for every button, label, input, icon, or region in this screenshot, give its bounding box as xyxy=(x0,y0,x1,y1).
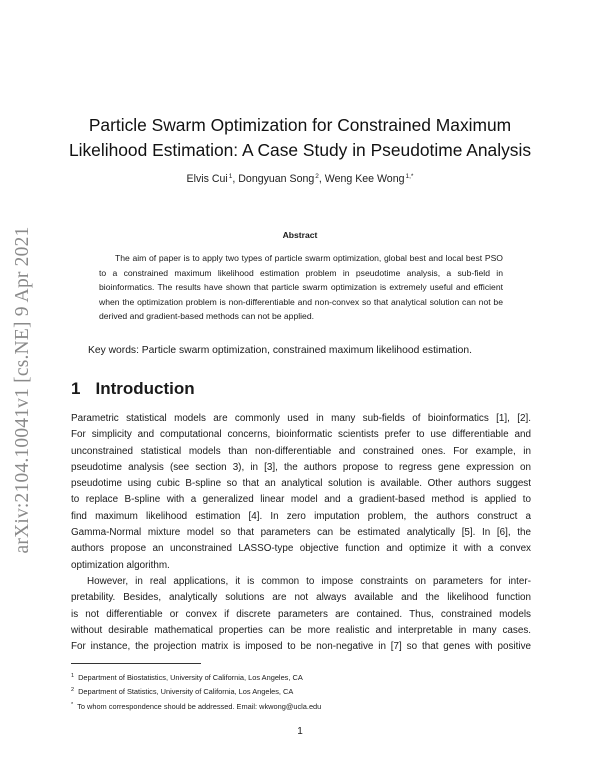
section-title: Introduction xyxy=(95,379,195,398)
section-heading xyxy=(71,379,195,399)
body-line: unconstrained statistical models than non-differentiable and constrained ones. For example, in xyxy=(71,445,531,457)
paper-title xyxy=(40,113,560,163)
body-line: without desirable mathematical properties can be more realistic and interpretable in many cases. xyxy=(71,624,531,636)
footnote xyxy=(71,699,321,713)
abstract-body: The aim of paper is to apply two types of particle swarm optimization, global best and local best PSO to a constrained maximum likelihood estimation problem in pseudotime analysis, a sub-field in bioinformatics. The results have shown that particle swarm optimization is extremely useful and efficient when the optimization problem is non-differentiable and non-convex so that analytical solution can not be derived and gradient-based methods can not be applied. xyxy=(99,253,503,321)
body-line: For instance, the projection matrix is imposed to be non-negative in [7] so that genes with positive xyxy=(71,641,531,653)
author-affiliation-mark: 2 xyxy=(315,173,319,180)
body-line: Gamma-Normal mixture model so that parameters can be estimated analytically [5]. In [6], the xyxy=(71,527,531,539)
author-name: Dongyuan Song xyxy=(238,173,315,185)
author-name: Weng Kee Wong xyxy=(324,173,405,185)
author-affiliation-mark: 1,* xyxy=(405,173,414,180)
author-name: Elvis Cui xyxy=(186,173,228,185)
author-affiliation-mark: 1 xyxy=(228,173,233,180)
body-line: pseudotime analysis (see section 3), in [3], the authors propose to regress gene expression on xyxy=(71,461,531,473)
body-line: to replace B-spline with a generalized linear model and a gradient-based method is applied to xyxy=(71,494,531,506)
footnote xyxy=(71,670,321,684)
title-line-2: Likelihood Estimation: A Case Study in Pseudotime Analysis xyxy=(68,140,532,160)
abstract-text xyxy=(99,251,503,324)
footnote-mark: * xyxy=(71,701,74,708)
body-line: find maximum likelihood estimation [4]. In zero imputation problem, the authors construct a xyxy=(71,510,531,522)
body-line: is not differentiable or convex if discrete parameters are contained. Thus, constrained models xyxy=(71,608,531,620)
abstract-heading: Abstract xyxy=(282,230,318,240)
author-list: Elvis Cui$^1$, Dongyuan Song$^2$, Weng Kee Wong$^{1,*}$ xyxy=(186,173,414,185)
body-line: authors propose an unconstrained LASSO-type objective function and optimize it with a convex xyxy=(71,543,531,555)
footnotes xyxy=(71,670,321,713)
footnote-text: To whom correspondence should be addressed. Email: wkwong@ucla.edu xyxy=(77,701,322,711)
body-text xyxy=(71,411,531,655)
title-line-1: Particle Swarm Optimization for Constrained Maximum xyxy=(88,115,512,135)
footnote-mark: 2 xyxy=(71,687,75,694)
page-number: 1 xyxy=(297,726,303,737)
body-line: optimization algorithm. xyxy=(71,559,170,571)
footnote-rule xyxy=(71,663,201,664)
body-line: However, in real applications, it is common to impose constraints on parameters for inter- xyxy=(87,575,531,587)
footnote-mark: 1 xyxy=(71,673,75,679)
body-line: Parametric statistical models are commonly used in many sub-fields of bioinformatics [1], [2]. xyxy=(71,413,531,424)
footnote-text: Department of Biostatistics, University of California, Los Angeles, CA xyxy=(78,673,303,682)
body-line: pretability. Besides, analytically solutions are not always available and the likelihood function xyxy=(71,592,531,604)
body-line: pseudotime using cubic B-spline so that an analytical solution is available. Other authors suggest xyxy=(71,478,531,490)
footnote xyxy=(71,684,321,698)
section-number: 1 xyxy=(71,379,81,398)
keywords: Key words: Particle swarm optimization, constrained maximum likelihood estimation. xyxy=(88,345,472,356)
footnote-text: Department of Statistics, University of California, Los Angeles, CA xyxy=(78,687,294,697)
arxiv-stamp xyxy=(6,210,40,570)
arxiv-stamp-text: arXiv:2104.10041v1 [cs.NE] 9 Apr 2021 xyxy=(12,226,33,554)
body-line: For simplicity and computational concerns, bioinformatic scientists prefer to use differentiable and xyxy=(71,429,531,441)
